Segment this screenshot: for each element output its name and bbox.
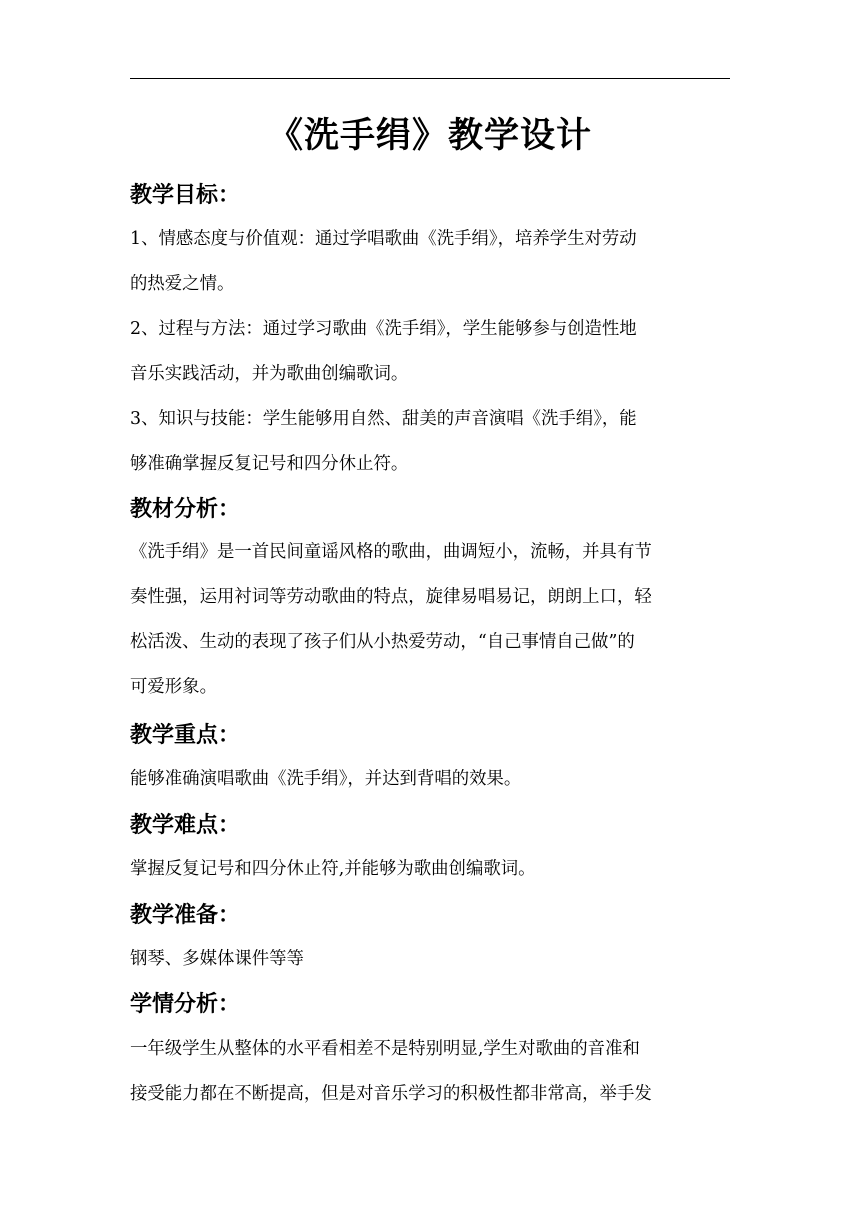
text-line: 钢琴、多媒体课件等等 (130, 949, 304, 969)
text-line: 掌握反复记号和四分休止符,并能够为歌曲创编歌词。 (130, 859, 536, 879)
objective-2 (130, 307, 730, 397)
difficult-points-paragraph (130, 847, 730, 892)
key-points-paragraph (130, 757, 730, 802)
text-line: 的热爱之情。 (130, 274, 235, 294)
document-title: 《洗手绢》教学设计 (267, 116, 592, 156)
text-line: 接受能力都在不断提高，但是对音乐学习的积极性都非常高，举手发 (130, 1084, 652, 1104)
text-line: 一年级学生从整体的水平看相差不是特别明显,学生对歌曲的音准和 (130, 1039, 640, 1059)
text-line: 2、过程与方法：通过学习歌曲《洗手绢》，学生能够参与创造性地 (130, 319, 637, 339)
heading-student-analysis: 学情分析： (130, 992, 241, 1017)
material-analysis-paragraph (130, 530, 730, 710)
text-line: 能够准确演唱歌曲《洗手绢》，并达到背唱的效果。 (130, 769, 522, 789)
objective-3 (130, 397, 730, 487)
student-analysis-paragraph (130, 1027, 730, 1117)
text-line: 奏性强，运用衬词等劳动歌曲的特点，旋律易唱易记，朗朗上口，轻 (130, 587, 652, 607)
heading-teaching-preparation: 教学准备： (130, 903, 241, 928)
text-line: 3、知识与技能：学生能够用自然、甜美的声音演唱《洗手绢》，能 (130, 409, 637, 429)
heading-difficult-points: 教学难点： (130, 813, 241, 838)
heading-material-analysis: 教材分析： (130, 497, 241, 522)
heading-teaching-objectives: 教学目标： (130, 183, 241, 208)
text-line: 音乐实践活动，并为歌曲创编歌词。 (130, 364, 409, 384)
heading-key-points: 教学重点： (130, 723, 241, 748)
text-line: 够准确掌握反复记号和四分休止符。 (130, 454, 409, 474)
header-rule (130, 78, 730, 79)
text-line: 松活泼、生动的表现了孩子们从小热爱劳动，“自己事情自己做”的 (130, 632, 635, 652)
text-line: 1、情感态度与价值观：通过学唱歌曲《洗手绢》，培养学生对劳动 (130, 229, 637, 249)
text-line: 《洗手绢》是一首民间童谣风格的歌曲，曲调短小，流畅，并具有节 (130, 542, 652, 562)
text-line: 可爱形象。 (130, 677, 217, 697)
objective-1 (130, 217, 730, 307)
teaching-preparation-paragraph (130, 937, 730, 982)
